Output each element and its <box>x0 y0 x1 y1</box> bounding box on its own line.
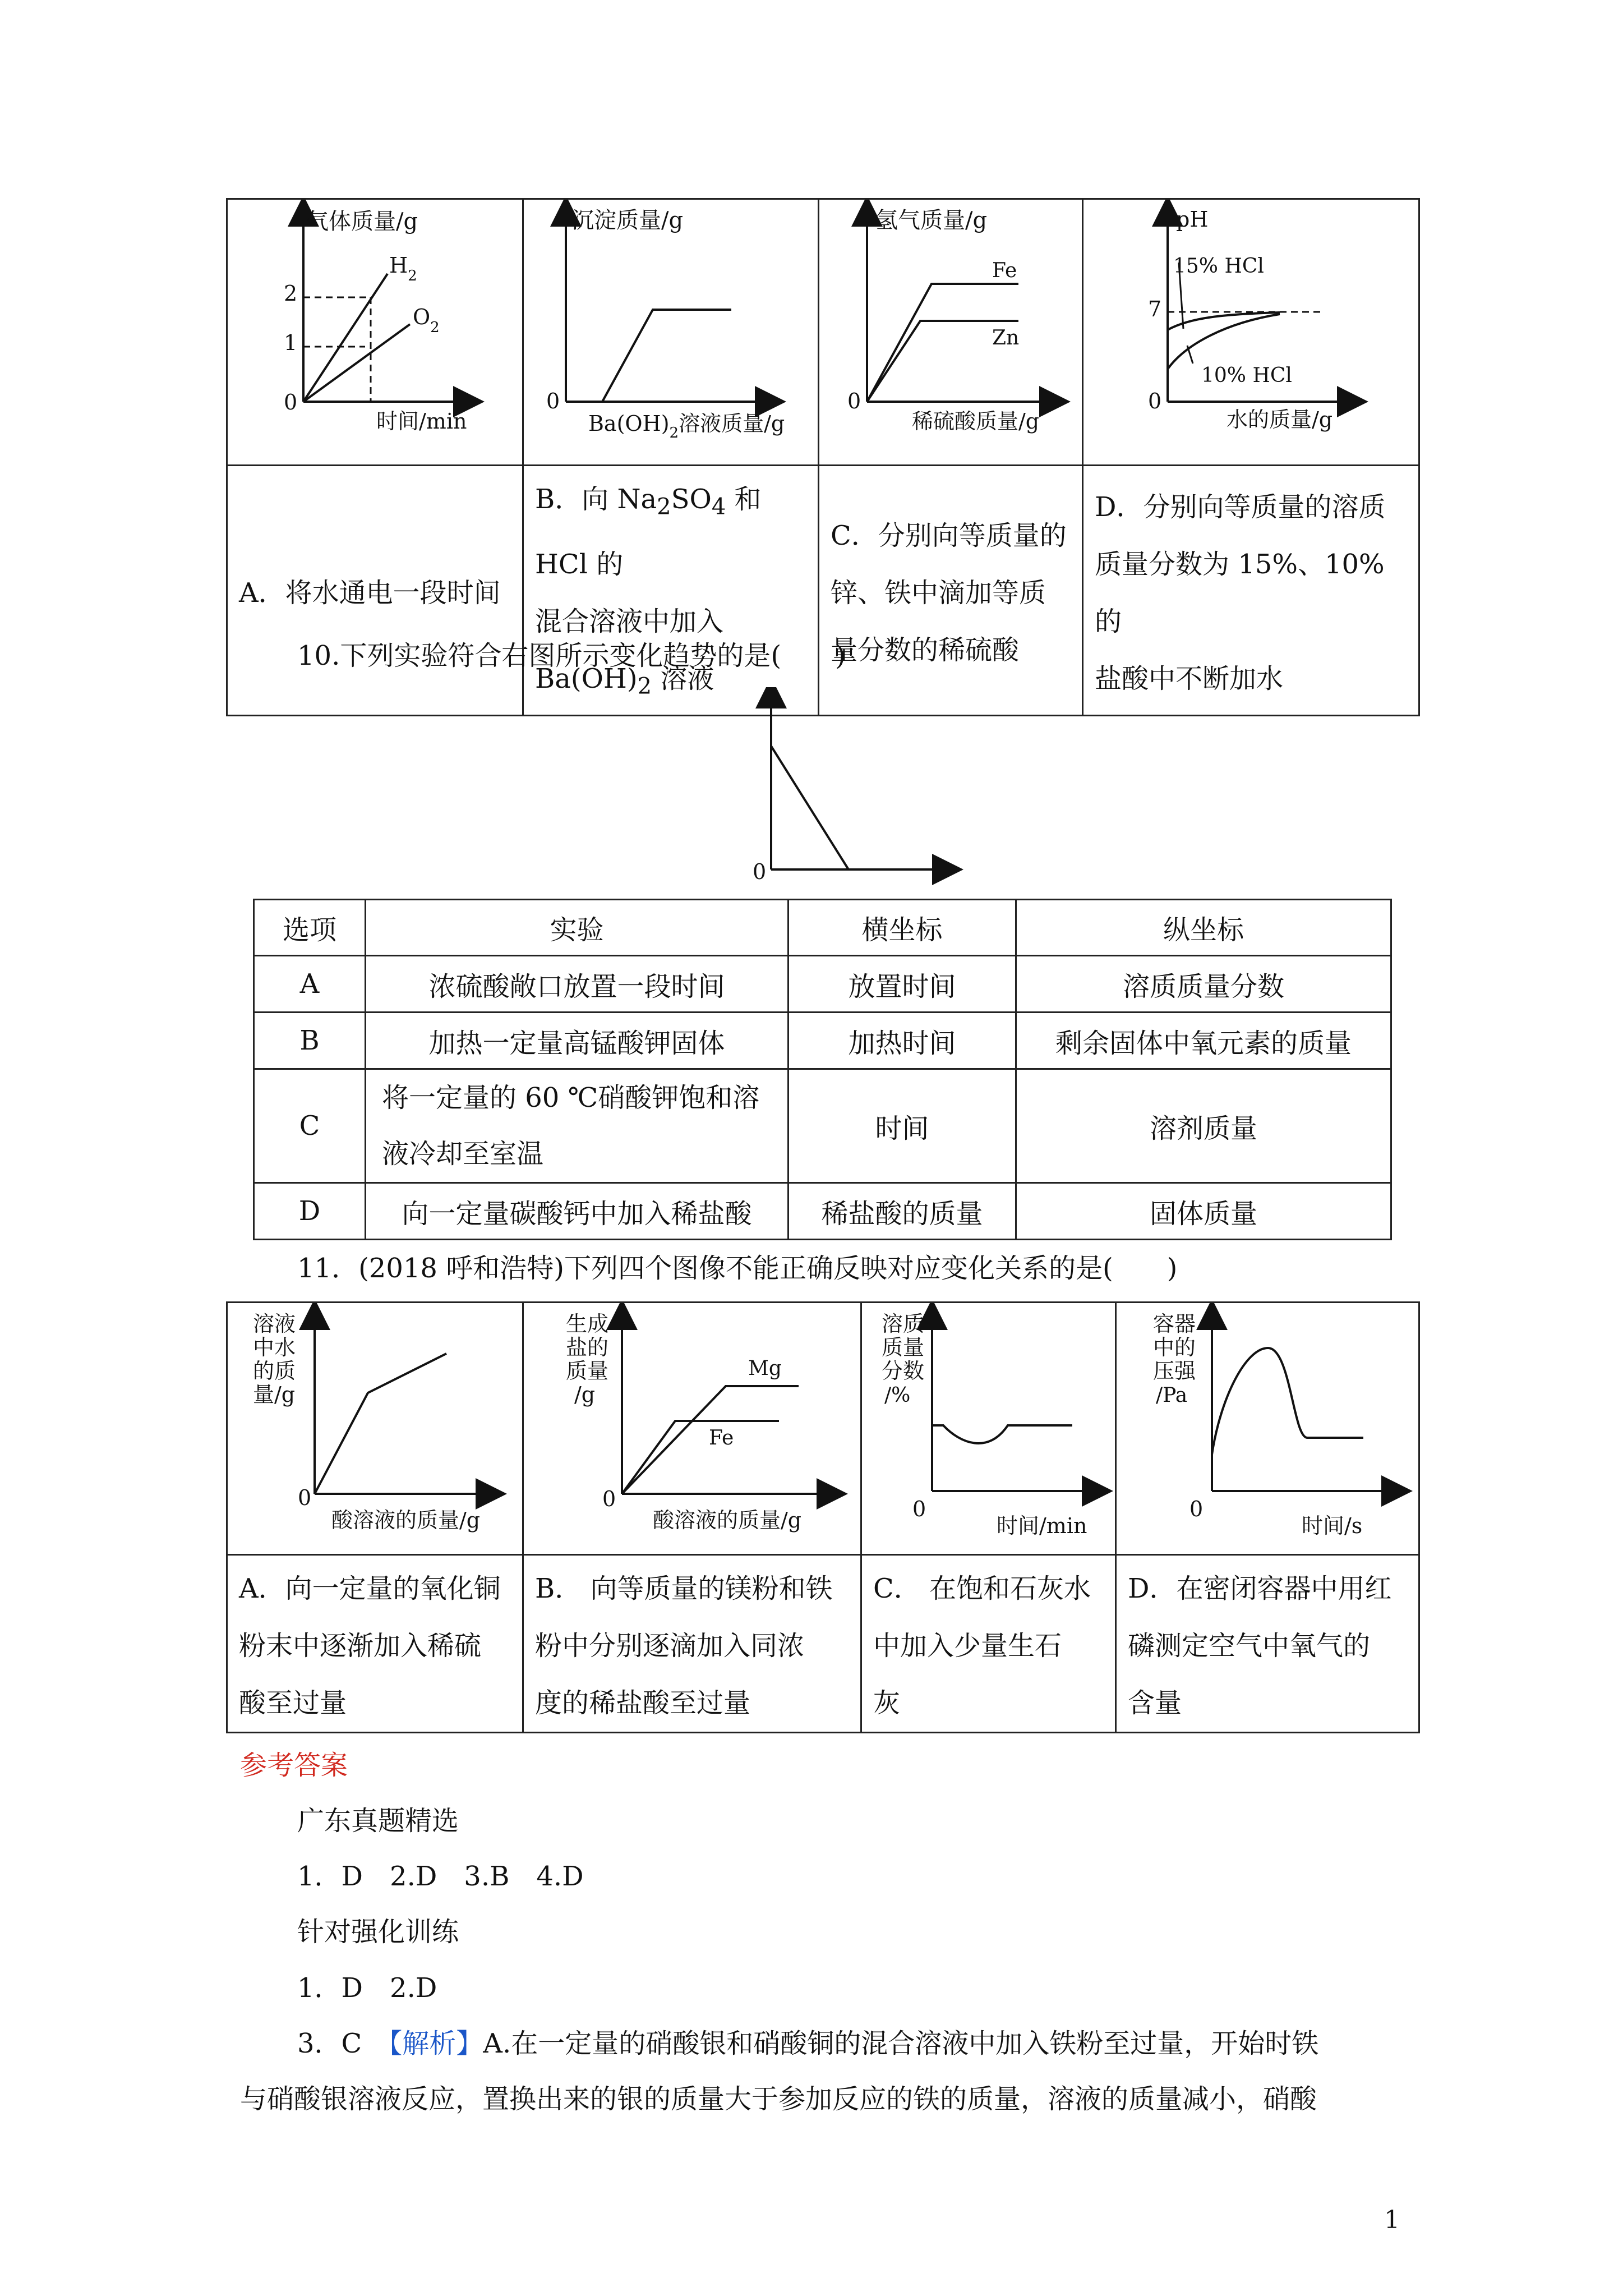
y-label-line: 压强 <box>1153 1359 1196 1383</box>
origin-label: 0 <box>753 859 767 884</box>
option-line: 酸至过量 <box>239 1687 347 1719</box>
x-axis-label: 酸溶液的质量/g <box>653 1508 802 1533</box>
fe-label: Fe <box>992 259 1017 282</box>
answer-3-line-1 <box>297 2022 1318 2060</box>
x-axis-label: 酸溶液的质量/g <box>331 1508 481 1533</box>
y-label-line: 溶液 <box>253 1312 296 1336</box>
option-line: 质量分数为 15%、10%的 <box>1095 548 1385 637</box>
y-label-line: 量/g <box>253 1382 296 1407</box>
answer-3-line-2: 与硝酸银溶液反应，置换出来的银的质量大于参加反应的铁的质量，溶液的质量减小，硝酸 <box>240 2083 1317 2115</box>
y-label-line: 质量 <box>882 1335 925 1360</box>
row-a-x: 放置时间 <box>789 956 1016 1013</box>
y-tick-1: 1 <box>284 330 298 355</box>
y-axis-label: 沉淀质量/g <box>571 208 684 233</box>
row-c-experiment <box>366 1069 789 1183</box>
option-line: B． 向等质量的镁粉和铁 <box>535 1573 833 1604</box>
origin-label: 0 <box>912 1497 926 1521</box>
answers-heading: 参考答案 <box>240 1750 348 1781</box>
x-axis-label: 时间/min <box>997 1513 1087 1538</box>
q11-table <box>226 1301 1420 1733</box>
y-tick-2: 2 <box>284 281 298 306</box>
row-a-experiment: 浓硫酸敞口放置一段时间 <box>366 956 789 1013</box>
q9-option-a <box>227 466 523 716</box>
option-line: D．在密闭容器中用红 <box>1128 1573 1392 1604</box>
q10-table <box>253 899 1392 1240</box>
mass-fraction-curve <box>932 1425 1072 1443</box>
q11-option-a <box>227 1555 523 1733</box>
q10-stem: 10.下列实验符合右图所示变化趋势的是( ) <box>297 640 846 671</box>
y-label-line: 中的 <box>1153 1335 1196 1360</box>
q11-stem: 11．(2018 呼和浩特)下列四个图像不能正确反映对应变化关系的是( ) <box>297 1253 1178 1284</box>
section-training: 针对强化训练 <box>297 1916 459 1948</box>
option-line: 含量 <box>1128 1687 1182 1719</box>
header-y: 纵坐标 <box>1016 900 1391 956</box>
y-label-line: 盐的 <box>566 1335 609 1360</box>
y-axis-label: pH <box>1176 207 1209 232</box>
fe-line <box>622 1421 779 1494</box>
o2-label: $O_2$ <box>413 305 440 336</box>
y-label-line: /Pa <box>1156 1384 1188 1407</box>
origin-label: 0 <box>847 389 861 413</box>
row-d-experiment: 向一定量碳酸钙中加入稀盐酸 <box>366 1183 789 1240</box>
h2-line <box>303 274 388 402</box>
row-c-x: 时间 <box>789 1069 1016 1183</box>
option-line: 中加入少量生石 <box>873 1630 1062 1662</box>
y-label-line: 容器 <box>1153 1312 1196 1336</box>
y-label-line: 溶质 <box>882 1312 925 1336</box>
q11-graph-c <box>861 1303 1116 1555</box>
y-label-line: /% <box>884 1384 911 1407</box>
q10-graph <box>729 687 965 889</box>
option-line: 度的稀盐酸至过量 <box>535 1687 751 1719</box>
15-hcl-label: 15% HCl <box>1173 255 1264 278</box>
experiment-line: 液冷却至室温 <box>382 1138 544 1170</box>
q11-option-d <box>1116 1555 1419 1733</box>
y-label-line: 生成 <box>566 1312 609 1336</box>
origin-label: 0 <box>546 389 560 413</box>
x-axis-label: 时间/min <box>376 409 467 434</box>
option-line: $Ba(OH)_2$ 溶液 <box>535 662 714 700</box>
y-axis-label: 气体质量/g <box>306 209 418 234</box>
q11-graph-a <box>227 1303 523 1555</box>
q9-option-d <box>1083 466 1419 716</box>
option-line: A．向一定量的氧化铜 <box>239 1573 501 1604</box>
q11-option-b <box>523 1555 861 1733</box>
q11-graph-d <box>1116 1303 1419 1555</box>
option-line: 混合溶液中加入 <box>535 605 724 637</box>
page-number: 1 <box>1384 2206 1400 2234</box>
y-label-line: /g <box>574 1382 596 1407</box>
y-label-line: 质量 <box>566 1359 609 1383</box>
option-line: D．分别向等质量的溶质 <box>1095 491 1386 523</box>
origin-label: 0 <box>1189 1497 1204 1521</box>
q9-graph-b <box>523 199 819 466</box>
option-line: 磷测定空气中氧气的 <box>1128 1630 1371 1662</box>
fe-label: Fe <box>709 1427 734 1450</box>
y-label-line: 分数 <box>882 1359 925 1383</box>
origin-label: 0 <box>298 1485 312 1510</box>
answer-3-text: A.在一定量的硝酸银和硝酸铜的混合溶液中加入铁粉至过量，开始时铁 <box>483 2028 1319 2059</box>
zn-label: Zn <box>992 326 1020 349</box>
q9-option-b <box>523 466 819 716</box>
row-b-experiment: 加热一定量高锰酸钾固体 <box>366 1013 789 1069</box>
option-line: C． 在饱和石灰水 <box>873 1573 1091 1604</box>
row-b-y: 剩余固体中氧元素的质量 <box>1016 1013 1391 1069</box>
precipitate-line <box>602 310 731 402</box>
row-c-y: 溶剂质量 <box>1016 1069 1391 1183</box>
row-d-y: 固体质量 <box>1016 1183 1391 1240</box>
q9-option-c <box>819 466 1083 716</box>
option-line: 量分数的稀硫酸 <box>831 634 1020 666</box>
mg-label: Mg <box>748 1357 782 1380</box>
header-option: 选项 <box>254 900 366 956</box>
row-a-option: A <box>254 956 366 1013</box>
section-guangdong: 广东真题精选 <box>297 1805 459 1837</box>
q9-graph-d <box>1083 199 1419 466</box>
header-experiment: 实验 <box>366 900 789 956</box>
y-tick-7: 7 <box>1148 297 1162 321</box>
row-d-x: 稀盐酸的质量 <box>789 1183 1016 1240</box>
origin-label: 0 <box>1148 389 1162 413</box>
y-label-line: 的质 <box>253 1359 296 1383</box>
option-line: 粉末中逐渐加入稀硫 <box>239 1630 482 1662</box>
y-label-line: 中水 <box>253 1335 296 1360</box>
row-b-option: B <box>254 1013 366 1069</box>
q9-graph-a <box>227 199 523 466</box>
origin-label: 0 <box>602 1487 616 1511</box>
header-x: 横坐标 <box>789 900 1016 956</box>
pressure-curve <box>1212 1348 1363 1455</box>
q11-graph-b <box>523 1303 861 1555</box>
origin-label: 0 <box>284 390 298 415</box>
x-axis-label: 水的质量/g <box>1227 407 1333 432</box>
option-line: 锌、铁中滴加等质 <box>831 577 1046 609</box>
q9-graph-c <box>819 199 1083 466</box>
section-guangdong-answers: 1．D 2.D 3.B 4.D <box>297 1861 584 1892</box>
row-d-option: D <box>254 1183 366 1240</box>
y-axis-label: 氢气质量/g <box>875 208 988 233</box>
x-axis-label: 稀硫酸质量/g <box>912 409 1040 434</box>
option-line: 灰 <box>873 1687 901 1719</box>
x-axis-label: $Ba(OH)_2$溶液质量/g <box>588 411 785 441</box>
o2-line <box>303 324 410 402</box>
answer-3-prefix: 3．C <box>297 2028 389 2059</box>
option-line: 粉中分别逐滴加入同浓 <box>535 1630 805 1662</box>
row-b-x: 加热时间 <box>789 1013 1016 1069</box>
analysis-tag: 【解析】 <box>389 2028 483 2059</box>
option-line: B．向 $Na_2SO_4$ 和 HCl 的 <box>535 484 762 580</box>
10-hcl-label: 10% HCl <box>1201 364 1292 387</box>
option-line: C．分别向等质量的 <box>831 519 1067 551</box>
h2-label: $H_2$ <box>389 253 417 284</box>
option-line: 盐酸中不断加水 <box>1095 662 1284 694</box>
row-a-y: 溶质质量分数 <box>1016 956 1391 1013</box>
q11-option-c <box>861 1555 1116 1733</box>
x-axis-label: 时间/s <box>1302 1513 1363 1538</box>
water-mass-line <box>315 1354 446 1494</box>
section-training-answers: 1．D 2.D <box>297 1972 437 2004</box>
option-line: A．将水通电一段时间 <box>239 577 501 609</box>
experiment-line: 将一定量的 60 ℃硝酸钾饱和溶 <box>382 1082 760 1114</box>
decreasing-line <box>771 746 849 869</box>
row-c-option: C <box>254 1069 366 1183</box>
15-hcl-curve <box>1168 312 1280 330</box>
